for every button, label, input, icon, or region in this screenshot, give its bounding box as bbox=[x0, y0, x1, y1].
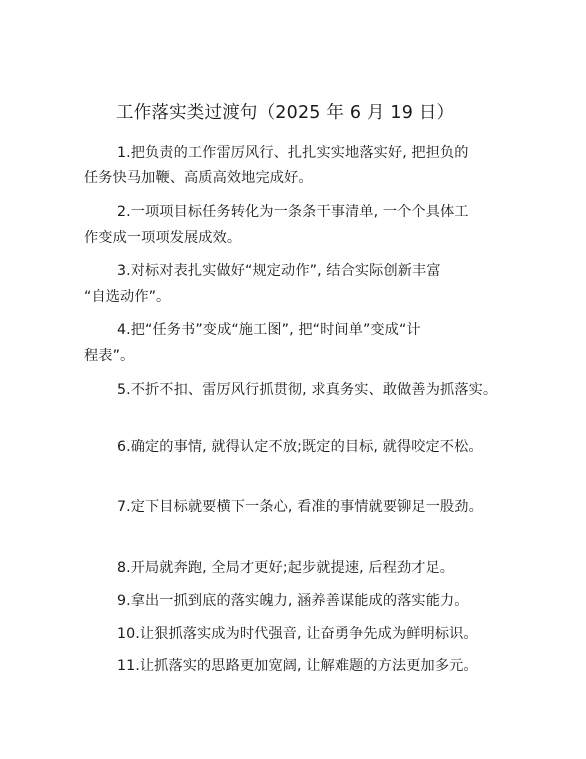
item-10: 10.让狠抓落实成为时代强音, 让奋勇争先成为鲜明标识。 bbox=[117, 626, 478, 642]
item-11: 11.让抓落实的思路更加宽阔, 让解难题的方法更加多元。 bbox=[117, 658, 478, 674]
document-title: 工作落实类过渡句（2025 年 6 月 19 日） bbox=[116, 103, 455, 123]
item-7: 7.定下目标就要横下一条心, 看准的事情就要铆足一股劲。 bbox=[117, 499, 483, 515]
item-9: 9.拿出一抓到底的落实魄力, 涵养善谋能成的落实能力。 bbox=[117, 593, 469, 609]
item-4-line-1: 4.把“任务书”变成“施工图”, 把“时间单”变成“计 bbox=[117, 322, 421, 338]
item-6: 6.确定的事情, 就得认定不放;既定的目标, 就得咬定不松。 bbox=[117, 439, 483, 455]
item-2-line-2: 作变成一项项发展成效。 bbox=[84, 230, 242, 246]
item-2-line-1: 2.一项项目标任务转化为一条条干事清单, 一个个具体工 bbox=[117, 204, 469, 220]
item-1-line-1: 1.把负责的工作雷厉风行、扎扎实实地落实好, 把担负的 bbox=[117, 145, 469, 161]
item-4-line-2: 程表”。 bbox=[84, 348, 135, 364]
item-8: 8.开局就奔跑, 全局才更好;起步就提速, 后程劲才足。 bbox=[117, 560, 455, 576]
item-5: 5.不折不扣、雷厉风行抓贯彻, 求真务实、敢做善为抓落实。 bbox=[117, 382, 498, 398]
item-3-line-2: “自选动作”。 bbox=[84, 289, 171, 305]
item-1-line-2: 任务快马加鞭、高质高效地完成好。 bbox=[84, 170, 313, 186]
item-3-line-1: 3.对标对表扎实做好“规定动作”, 结合实际创新丰富 bbox=[117, 263, 441, 279]
